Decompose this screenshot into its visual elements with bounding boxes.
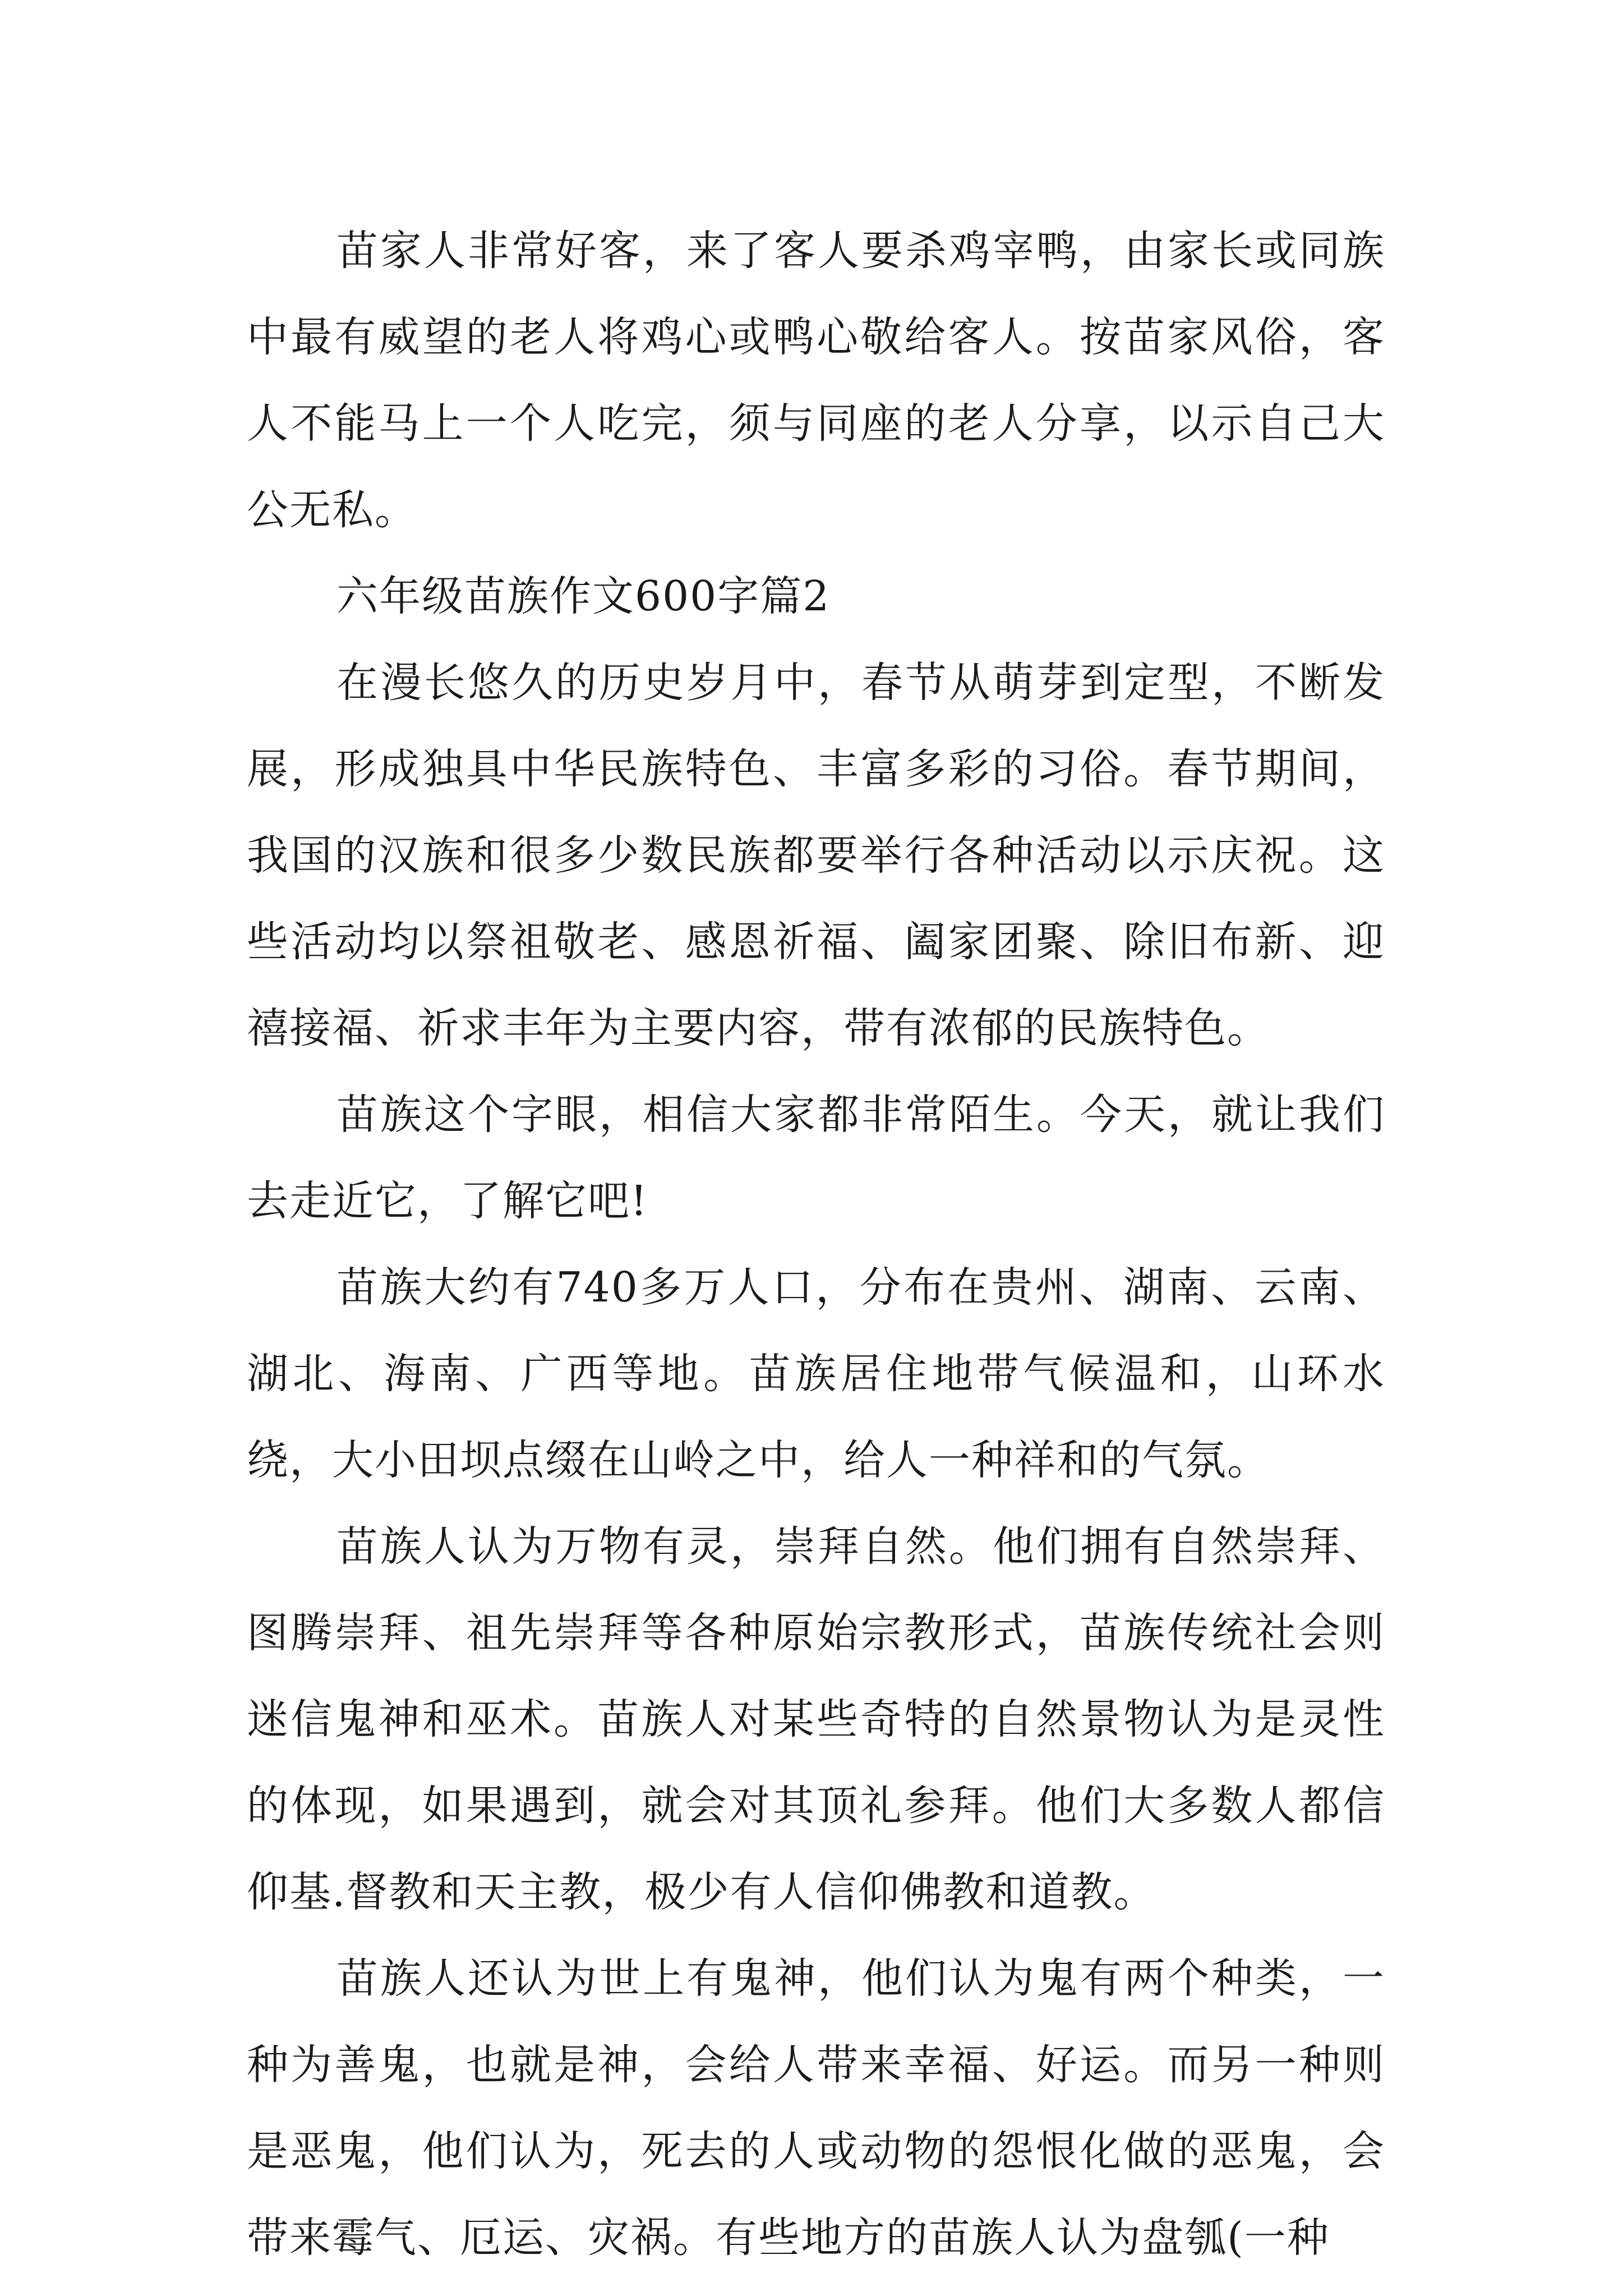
paragraph-intro: 苗族这个字眼，相信大家都非常陌生。今天，就让我们去走近它，了解它吧! bbox=[247, 1091, 1385, 1225]
paragraph-beliefs: 苗族人认为万物有灵，崇拜自然。他们拥有自然崇拜、图腾崇拜、祖先崇拜等各种原始宗教形式，苗族传统社会则迷信鬼神和巫术。苗族人对某些奇特的自然景物认为是灵性的体现，如果遇到，就会对其顶礼参拜。他们大多数人都信仰基.督教和天主教，极少有人信仰佛教和道教。 bbox=[247, 1522, 1385, 1916]
section-heading: 六年级苗族作文600字篇2 bbox=[336, 572, 831, 620]
paragraph-spirits: 苗族人还认为世上有鬼神，他们认为鬼有两个种类，一种为善鬼，也就是神，会给人带来幸福、好运。而另一种则是恶鬼，他们认为，死去的人或动物的怨恨化做的恶鬼，会带来霉气、厄运、灾祸。有些地方的苗族人认为盘瓠(一种 bbox=[247, 1954, 1385, 2262]
paragraph-spring-festival: 在漫长悠久的历史岁月中，春节从萌芽到定型，不断发展，形成独具中华民族特色、丰富多彩的习俗。春节期间，我国的汉族和很多少数民族都要举行各种活动以示庆祝。这些活动均以祭祖敬老、感恩祈福、阖家团聚、除旧布新、迎禧接福、祈求丰年为主要内容，带有浓郁的民族特色。 bbox=[247, 659, 1385, 1052]
paragraph-population: 苗族大约有740多万人口，分布在贵州、湖南、云南、湖北、海南、广西等地。苗族居住地带气候温和，山环水绕，大小田坝点缀在山岭之中，给人一种祥和的气氛。 bbox=[247, 1263, 1385, 1484]
paragraph-hospitality: 苗家人非常好客，来了客人要杀鸡宰鸭，由家长或同族中最有威望的老人将鸡心或鸭心敬给客人。按苗家风俗，客人不能马上一个人吃完，须与同座的老人分享，以示自己大公无私。 bbox=[247, 227, 1385, 534]
document-body bbox=[247, 208, 1385, 2281]
